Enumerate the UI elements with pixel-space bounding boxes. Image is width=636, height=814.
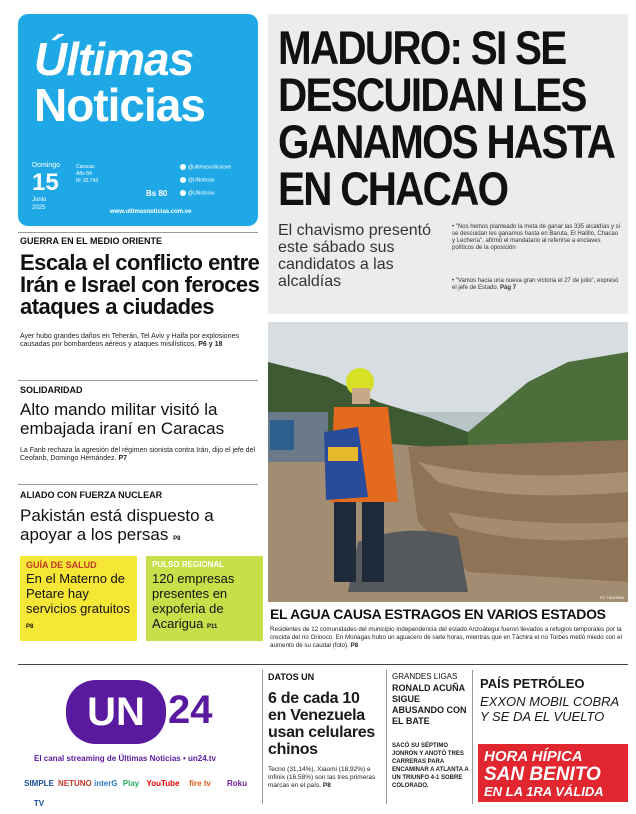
solidaridad-headline[interactable]: Alto mando militar visitó la embajada iraní en Caracas [20, 400, 225, 438]
price: Bs 80 [146, 189, 168, 198]
solidaridad-body: La Fanb rechaza la agresión del régimen sionista contra Irán, dijo el jefe del Ceofanb, Domingo Hernández. P7 [20, 447, 256, 462]
mideast-kicker: GUERRA EN EL MEDIO ORIENTE [20, 236, 163, 246]
hipica-line-1: HORA HÍPICA [484, 748, 583, 765]
googleplay-logo[interactable]: Play [122, 779, 140, 788]
issue: Nº 32.743 [76, 178, 99, 184]
pulso-kicker: PULSO REGIONAL [152, 560, 225, 569]
un24-logo[interactable]: UN [66, 680, 166, 744]
social-icon [180, 177, 186, 183]
simpletv-logo[interactable]: SIMPLE TV [24, 779, 54, 808]
social-icon [180, 164, 186, 170]
main-lead: El chavismo presentó este sábado sus candidatos a las alcaldías [278, 222, 431, 290]
social-item[interactable]: @UNoticias [180, 190, 214, 196]
masthead [18, 14, 258, 226]
guia-text: En el Materno de Petare hay servicios gratuitos P8 [26, 571, 131, 630]
ligas-kicker: GRANDES LIGAS [392, 672, 458, 681]
pakistan-kicker: ALIADO CON FUERZA NUCLEAR [20, 490, 163, 500]
mideast-headline[interactable]: Escala el conflicto entre Irán e Israel con feroces ataques a ciudades [20, 250, 260, 319]
firetv-logo[interactable]: fire tv [189, 779, 211, 788]
divider [386, 670, 387, 804]
flood-photo-illustration [268, 322, 628, 602]
logo-ultimas: Últimas [34, 33, 194, 85]
social-item[interactable]: @ultimasnoticiasve [180, 164, 231, 170]
netuno-logo[interactable]: NETUNO [58, 779, 92, 788]
petroleo-text[interactable]: EXXON MOBIL COBRA Y SE DA EL VUELTO [480, 694, 619, 724]
interg-logo[interactable]: interG [94, 779, 118, 788]
hipica-line-2: SAN BENITO [484, 764, 601, 785]
datos-kicker: DATOS UN [268, 672, 315, 682]
divider [262, 670, 263, 804]
datos-headline[interactable]: 6 de cada 10 en Venezuela usan celulares chinos [268, 690, 375, 758]
divider [18, 232, 258, 233]
pakistan-headline[interactable]: Pakistán está dispuesto a apoyar a los persas P8 [20, 506, 214, 544]
main-headline: MADURO: SI SE DESCUIDAN LES GANAMOS HASTA EN CHACAO [278, 21, 613, 215]
pulso-regional[interactable] [146, 556, 263, 641]
guia-salud[interactable] [20, 556, 137, 641]
youtube-logo[interactable]: YouTube [146, 779, 180, 788]
pulso-text: 120 empresas presentes en expoferia de Acarigua P11 [152, 571, 235, 631]
website-link[interactable]: www.ultimasnoticias.com.ve [110, 209, 192, 215]
photo-body: Residentes de 12 comunidades del municipio Independencia del estado Anzoátegui fueron llevados a refugios temporales por la crecida del río Orinoco. En Monagas hubo un aguacero de siete horas, mientras que en Táchira el río Torbes metió miedo con el aumento de su caudal (foto). P8 [270, 626, 622, 649]
datos-body: Tecno (31,14%), Xiaomi (18,92%) e Infinix (16,58%) son las tres primeras marcas en el país. P8 [268, 766, 376, 789]
hora-hipica[interactable] [478, 744, 628, 802]
main-quote-2: • "Vamos hacia una nueva gran victoria el 27 de julio", expresó el jefe de Estado. Pág 7 [452, 278, 619, 291]
main-quote-1: • "Nos hemos planteado la meta de ganar las 335 alcaldías y si se descuidan les ganamos hasta en Baruta, El Hatillo, Chacao y Lechería", afirmó el mandatario al referirse a enclaves políticos de la oposición [452, 224, 621, 251]
main-story [268, 14, 628, 314]
month: Junio [32, 197, 47, 203]
city: Caracas [76, 164, 95, 170]
day-number: 15 [32, 169, 59, 196]
un24-number: 24 [168, 688, 213, 732]
ligas-headline[interactable]: RONALD ACUÑA SIGUE ABUSANDO CON EL BATE [392, 683, 467, 726]
photo-credit: FC TÁCHIRA [600, 595, 624, 600]
divider [18, 664, 628, 665]
un24-tagline: El canal streaming de Últimas Noticias • un24.tv [34, 754, 216, 763]
divider [18, 380, 258, 381]
volume: Año 84 [76, 171, 92, 177]
mideast-body: Ayer hubo grandes daños en Teherán, Tel Aviv y Haifa por explosiones causadas por bombardeos aéreos y ataques misilísticos. P6 y 18 [20, 333, 239, 348]
flood-photo [268, 322, 628, 602]
hipica-line-3: EN LA 1RA VÁLIDA [484, 784, 604, 799]
ligas-body: SACÓ SU SÉPTIMO JONRÓN Y ANOTÓ TRES CARRERAS PARA ENCAMINAR A ATLANTA A UN TRIUNFO 4-1 SOBRE COLORADO. [392, 743, 469, 789]
solidaridad-kicker: SOLIDARIDAD [20, 385, 83, 395]
roku-logo[interactable]: Roku [227, 779, 247, 788]
photo-headline[interactable]: EL AGUA CAUSA ESTRAGOS EN VARIOS ESTADOS [270, 606, 606, 622]
day-name: Domingo [32, 162, 61, 169]
year: 2025 [32, 205, 46, 211]
guia-kicker: GUÍA DE SALUD [26, 560, 97, 570]
social-icon [180, 190, 186, 196]
petroleo-kicker: PAÍS PETRÓLEO [480, 676, 585, 691]
social-item[interactable]: @UNoticias [180, 177, 214, 183]
divider [18, 484, 258, 485]
logo-noticias: Noticias [34, 79, 205, 131]
divider [472, 670, 473, 804]
